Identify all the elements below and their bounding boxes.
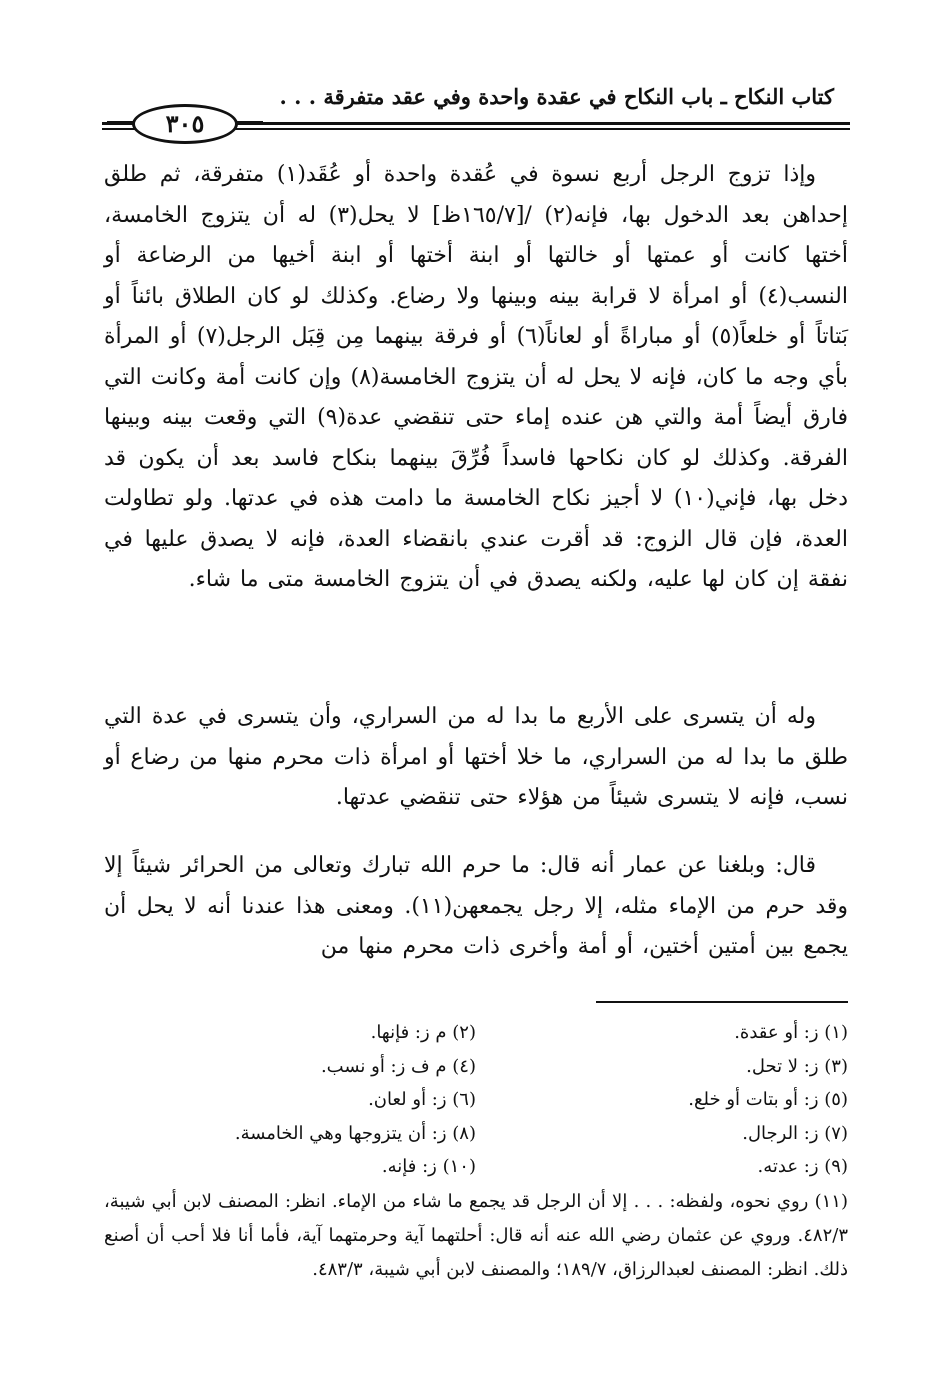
paragraph-1 <box>104 155 848 601</box>
footnote-7: (٧) ز: الرجال. <box>742 1122 848 1144</box>
footnote-8: (٨) ز: أن يتزوجها وهي الخامسة. <box>234 1122 476 1144</box>
footnote-10: (١٠) ز: فإنه. <box>381 1156 476 1177</box>
page-number: ٣٠٥ <box>165 109 205 138</box>
footnote-row <box>104 1050 848 1084</box>
footnote-9: (٩) ز: عدته. <box>757 1156 848 1177</box>
paragraph-3 <box>104 846 848 968</box>
footnote-row <box>104 1150 848 1184</box>
footnote-row <box>104 1083 848 1117</box>
page-number-badge <box>132 104 238 144</box>
footnote-row <box>104 1016 848 1050</box>
footnote-5: (٥) ز: أو بتات أو خلع. <box>688 1089 848 1110</box>
footnote-1: (١) ز: أو عقدة. <box>734 1022 848 1043</box>
paragraph-2 <box>104 697 848 819</box>
footnote-4: (٤) م ف ز: أو نسب. <box>320 1055 476 1077</box>
footnote-6: (٦) ز: أو لعان. <box>368 1089 476 1110</box>
footnote-11: (١١) روي نحوه، ولفظه: . . . إلا أن الرجل قد يجمع ما شاء من الإماء. انظر: المصنف لابن أبي شيبة، ٤٨٢/٣. وروي عن عثمان رضي الله عنه أنه قال: أحلتهما آية وحرمتهما آية، فأما أنا فلا أحب أن أصنع ذلك. انظر: المصنف لعبدالرزاق، ١٨٩/٧؛ والمصنف لابن أبي شيبة، ٤٨٣/٣. <box>104 1191 848 1280</box>
footnote-2: (٢) م ز: فإنها. <box>370 1022 476 1043</box>
paragraph-text: قال: وبلغنا عن عمار أنه قال: ما حرم الله تبارك وتعالى من الحرائر شيئاً إلا وقد حرم من الإماء مثله، إلا رجل يجمعهن(١١). ومعنى هذا عندنا أنه لا يحل أن يجمع بين أمتين أختين، أو أمة وأخرى ذات محرم منها من <box>104 853 849 959</box>
running-header-title: كتاب النكاح ـ باب النكاح في عقدة واحدة وفي عقد متفرقة . . . <box>279 84 834 109</box>
footnotes-grid <box>104 1016 848 1184</box>
footnote-row <box>104 1117 848 1151</box>
footnote-separator <box>596 1001 848 1003</box>
paragraph-text: وله أن يتسرى على الأربع ما بدا له من السراري، وأن يتسرى في عدة التي طلق ما بدا له من السراري، ما خلا أختها أو امرأة ذات محرم منها من رضاع أو نسب، فإنه لا يتسرى شيئاً من هؤلاء حتى تنقضي عدتها. <box>104 704 848 810</box>
footnote-3: (٣) ز: لا تحل. <box>746 1055 848 1077</box>
paragraph-text: وإذا تزوج الرجل أربع نسوة في عُقدة واحدة أو عُقَد(١) متفرقة، ثم طلق إحداهن بعد الدخول بها، فإنه(٢) /[١٦٥/٧ظ] لا يحل(٣) له أن يتزوج الخامسة، أختها كانت أو عمتها أو خالتها أو ابنة أختها أو ابنة أخيها من الرضاعة أو النسب(٤) أو امرأة لا قرابة بينه وبينها ولا رضاع. وكذلك لو كان الطلاق بائناً أو بَتاتاً أو خلعاً(٥) أو مباراةً أو لعاناً(٦) أو فرقة بينهما مِن قِبَل الرجل(٧) أو المرأة بأي وجه ما كان، فإنه لا يحل له أن يتزوج الخامسة(٨) وإن كانت أمة وكانت التي فارق أيضاً أمة والتي هن عنده إماء حتى تنقضي عدة(٩) التي وقعت بينه وبينها الفرقة. وكذلك لو كان نكاحها فاسداً فُرِّقَ بينهما بنكاح فاسد بعد أن يكون قد دخل بها، فإني(١٠) لا أجيز نكاح الخامسة ما دامت هذه في عدتها. ولو تطاولت العدة، فإن قال الزوج: قد أقرت عندي بانقضاء العدة، فإنه لا يصدق عليها في نفقة إن كان لها عليه، ولكنه يصدق في أن يتزوج الخامسة متى ما شاء. <box>104 162 849 592</box>
